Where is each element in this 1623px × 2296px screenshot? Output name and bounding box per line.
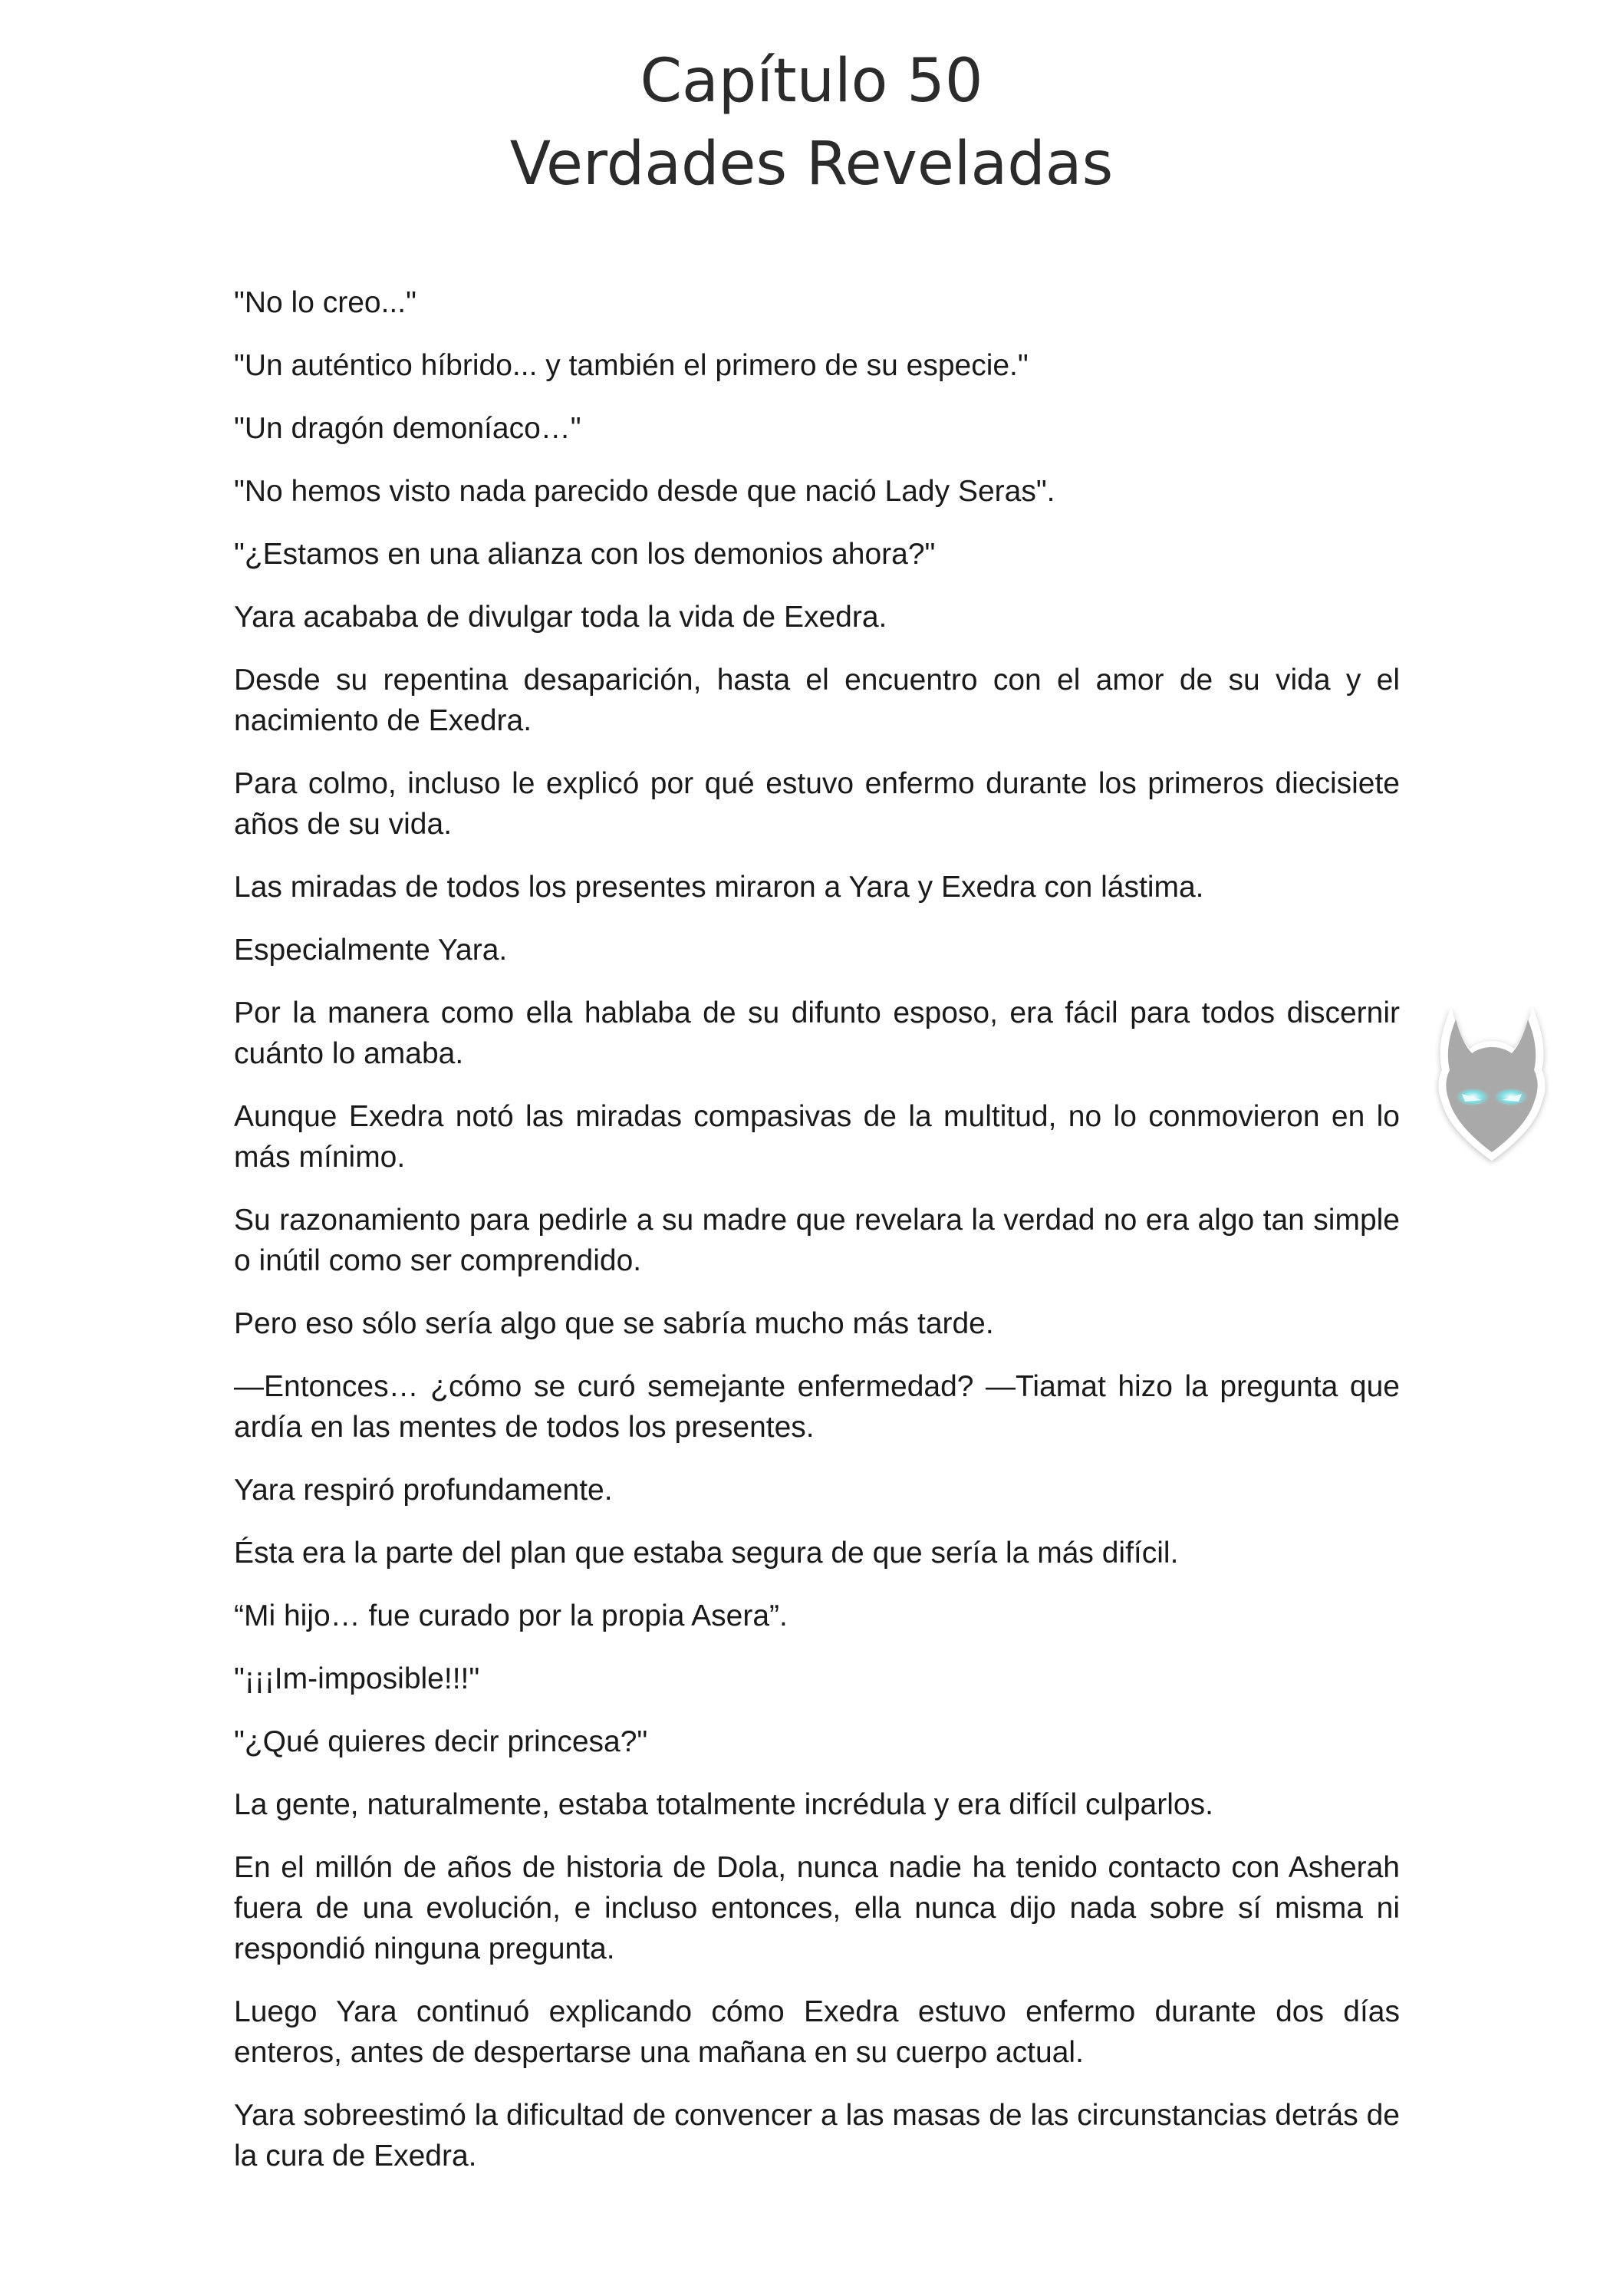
- paragraph: Ésta era la parte del plan que estaba segura de que sería la más difícil.: [234, 1537, 1179, 1570]
- chapter-body: [234, 282, 1400, 2199]
- chapter-title: Verdades Reveladas: [509, 130, 1114, 199]
- chapter-number: Capítulo 50: [640, 47, 983, 116]
- paragraph: Aunque Exedra notó las miradas compasivas de la multitud, no lo conmovieron en lo más mínimo.: [234, 1100, 1400, 1174]
- paragraph: "¿Qué quieres decir princesa?": [234, 1725, 648, 1758]
- paragraph: Para colmo, incluso le explicó por qué estuvo enfermo durante los primeros diecisiete años de su vida.: [234, 767, 1400, 841]
- paragraph: "¿Estamos en una alianza con los demonios ahora?": [234, 538, 936, 571]
- paragraph: Las miradas de todos los presentes miraron a Yara y Exedra con lástima.: [234, 871, 1204, 904]
- paragraph: "Un dragón demoníaco…": [234, 412, 581, 445]
- paragraph: Pero eso sólo sería algo que se sabría mucho más tarde.: [234, 1307, 994, 1340]
- paragraph: Desde su repentina desaparición, hasta el encuentro con el amor de su vida y el nacimiento de Exedra.: [234, 664, 1400, 737]
- demon-head-icon: [1434, 993, 1549, 1170]
- paragraph: "No lo creo...": [234, 286, 416, 319]
- chapter-heading: [0, 40, 1623, 206]
- paragraph: "¡¡¡Im-imposible!!!": [234, 1662, 480, 1695]
- paragraph: Especialmente Yara.: [234, 934, 508, 967]
- paragraph: "No hemos visto nada parecido desde que nació Lady Seras".: [234, 475, 1055, 508]
- paragraph: Yara acababa de divulgar toda la vida de Exedra.: [234, 601, 887, 634]
- paragraph: Yara respiró profundamente.: [234, 1474, 613, 1507]
- paragraph: “Mi hijo… fue curado por la propia Asera”.: [234, 1599, 788, 1632]
- paragraph: Su razonamiento para pedirle a su madre que revelara la verdad no era algo tan simple o inútil como ser comprendido.: [234, 1204, 1400, 1277]
- paragraph: "Un auténtico híbrido... y también el primero de su especie.": [234, 349, 1029, 382]
- paragraph: —Entonces… ¿cómo se curó semejante enfermedad? —Tiamat hizo la pregunta que ardía en las mentes de todos los presentes.: [234, 1370, 1400, 1444]
- paragraph: Yara sobreestimó la dificultad de convencer a las masas de las circunstancias detrás de la cura de Exedra.: [234, 2099, 1400, 2172]
- paragraph: La gente, naturalmente, estaba totalmente incrédula y era difícil culparlos.: [234, 1788, 1213, 1821]
- paragraph: Por la manera como ella hablaba de su difunto esposo, era fácil para todos discernir cuánto lo amaba.: [234, 996, 1400, 1070]
- paragraph: En el millón de años de historia de Dola, nunca nadie ha tenido contacto con Asherah fuera de una evolución, e incluso entonces, ella nunca dijo nada sobre sí misma ni respondió ninguna pregunta.: [234, 1851, 1400, 1965]
- paragraph: Luego Yara continuó explicando cómo Exedra estuvo enfermo durante dos días enteros, antes de despertarse una mañana en su cuerpo actual.: [234, 1995, 1400, 2069]
